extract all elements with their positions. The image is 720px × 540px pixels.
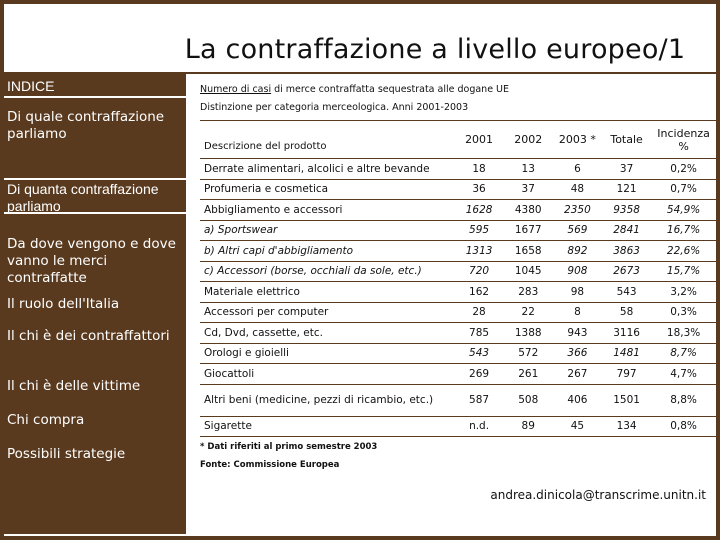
subtitle-link[interactable]: Numero di casi	[200, 84, 272, 95]
table-cell-value: 0,3%	[651, 302, 716, 323]
table-cell-value: 58	[602, 302, 651, 323]
table-cell-value: 283	[504, 282, 553, 303]
table-cell-value: 28	[454, 302, 503, 323]
table-cell-description: c) Accessori (borse, occhiali da sole, etc.)	[200, 261, 454, 282]
table-cell-value: 797	[602, 364, 651, 385]
table-cell-description: Accessori per computer	[200, 302, 454, 323]
table-cell-value: 3863	[602, 241, 651, 262]
table-subtitle	[200, 84, 509, 95]
table-cell-value: 134	[602, 416, 651, 437]
table-cell-value: 6	[553, 159, 602, 180]
subtitle-rest: di merce contraffatta sequestrata alle dogane UE	[271, 84, 510, 95]
table-cell-description: Derrate alimentari, alcolici e altre bevande	[200, 159, 454, 180]
table-row	[200, 220, 716, 241]
footnote-2003: * Dati riferiti al primo semestre 2003	[200, 442, 378, 452]
table-cell-description: Sigarette	[200, 416, 454, 437]
table-cell-value: 18	[454, 159, 503, 180]
table-cell-value: 2841	[602, 220, 651, 241]
slide-title: La contraffazione a livello europeo/1	[184, 34, 686, 65]
table-cell-description: b) Altri capi d'abbigliamento	[200, 241, 454, 262]
table-row	[200, 200, 716, 221]
table-cell-value: 98	[553, 282, 602, 303]
table-cell-description: Profumeria e cosmetica	[200, 179, 454, 200]
col-header-totale: Totale	[602, 121, 651, 159]
table-row	[200, 261, 716, 282]
table-cell-description: Giocattoli	[200, 364, 454, 385]
table-cell-description: Orologi e gioielli	[200, 343, 454, 364]
table-cell-value: 508	[504, 384, 553, 416]
table-cell-value: 0,8%	[651, 416, 716, 437]
table-cell-value: 267	[553, 364, 602, 385]
table-cell-value: 785	[454, 323, 503, 344]
table-row	[200, 282, 716, 303]
table-cell-value: 45	[553, 416, 602, 437]
table-cell-value: 0,2%	[651, 159, 716, 180]
sidebar-nav	[4, 74, 186, 536]
table-cell-value: 22,6%	[651, 241, 716, 262]
table-cell-value: 1313	[454, 241, 503, 262]
table-cell-value: 595	[454, 220, 503, 241]
sidebar-item-di-quanta[interactable]: Di quanta contraffazione parliamo	[7, 181, 159, 214]
table-row	[200, 302, 716, 323]
sidebar-item-indice[interactable]: INDICE	[7, 78, 55, 94]
table-cell-value: 13	[504, 159, 553, 180]
table-cell-value: 261	[504, 364, 553, 385]
sidebar-item-chi-compra[interactable]: Chi compra	[7, 412, 85, 428]
table-cell-value: 366	[553, 343, 602, 364]
table-cell-value: 720	[454, 261, 503, 282]
table-cell-value: 572	[504, 343, 553, 364]
table-cell-value: 1658	[504, 241, 553, 262]
table-row	[200, 416, 716, 437]
table-cell-value: 892	[553, 241, 602, 262]
table-cell-value: 22	[504, 302, 553, 323]
table-cell-description: a) Sportswear	[200, 220, 454, 241]
table-cell-value: 16,7%	[651, 220, 716, 241]
table-row	[200, 159, 716, 180]
table-cell-value: 4380	[504, 200, 553, 221]
contact-email[interactable]: andrea.dinicola@transcrime.unitn.it	[490, 488, 706, 502]
table-cell-value: 37	[602, 159, 651, 180]
table-cell-value: 15,7%	[651, 261, 716, 282]
table-cell-value: 406	[553, 384, 602, 416]
table-cell-value: 1628	[454, 200, 503, 221]
table-cell-value: 943	[553, 323, 602, 344]
col-header-incidenza: Incidenza %	[651, 121, 716, 159]
table-cell-value: 8,8%	[651, 384, 716, 416]
table-cell-value: 0,7%	[651, 179, 716, 200]
table-cell-description: Materiale elettrico	[200, 282, 454, 303]
table-cell-value: 9358	[602, 200, 651, 221]
table-cell-value: 2350	[553, 200, 602, 221]
table-cell-value: 1677	[504, 220, 553, 241]
sidebar-item-ruolo-italia[interactable]: Il ruolo dell'Italia	[7, 296, 120, 312]
table-cell-value: 3116	[602, 323, 651, 344]
table-cell-value: 569	[553, 220, 602, 241]
table-cell-value: 8	[553, 302, 602, 323]
table-cell-description: Cd, Dvd, cassette, etc.	[200, 323, 454, 344]
table-cell-value: 54,9%	[651, 200, 716, 221]
table-cell-description: Abbigliamento e accessori	[200, 200, 454, 221]
table-cell-value: 2673	[602, 261, 651, 282]
table-cell-value: 1388	[504, 323, 553, 344]
table-cell-value: 48	[553, 179, 602, 200]
table-row	[200, 343, 716, 364]
table-cell-value: 1481	[602, 343, 651, 364]
table-row	[200, 323, 716, 344]
sidebar-item-vittime[interactable]: Il chi è delle vittime	[7, 378, 141, 394]
table-cell-value: 543	[602, 282, 651, 303]
table-cell-value: 36	[454, 179, 503, 200]
source-note: Fonte: Commissione Europea	[200, 460, 340, 470]
table-cell-value: 269	[454, 364, 503, 385]
table-row	[200, 241, 716, 262]
sidebar-item-da-dove[interactable]: Da dove vengono e dove vanno le merci contraffatte	[7, 236, 176, 286]
col-header-description: Descrizione del prodotto	[200, 121, 454, 159]
col-header-2003: 2003 *	[553, 121, 602, 159]
sidebar-bottom-divider	[4, 534, 186, 536]
col-header-2002: 2002	[504, 121, 553, 159]
table-row	[200, 179, 716, 200]
sidebar-item-strategie[interactable]: Possibili strategie	[7, 446, 126, 462]
table-body	[200, 159, 716, 437]
table-cell-value: n.d.	[454, 416, 503, 437]
table-cell-value: 162	[454, 282, 503, 303]
table-cell-value: 543	[454, 343, 503, 364]
table-cell-value: 4,7%	[651, 364, 716, 385]
sidebar-item-contraffattori[interactable]: Il chi è dei contraffattori	[7, 328, 170, 344]
table-cell-value: 121	[602, 179, 651, 200]
table-cell-value: 908	[553, 261, 602, 282]
table-cell-value: 37	[504, 179, 553, 200]
table-cell-value: 1501	[602, 384, 651, 416]
table-cell-description: Altri beni (medicine, pezzi di ricambio, etc.)	[200, 384, 454, 416]
table-cell-value: 587	[454, 384, 503, 416]
table-row	[200, 364, 716, 385]
table-cell-value: 18,3%	[651, 323, 716, 344]
table-row	[200, 384, 716, 416]
col-header-2001: 2001	[454, 121, 503, 159]
slide	[4, 4, 716, 536]
counterfeit-table	[200, 120, 716, 437]
table-subtitle-2: Distinzione per categoria merceologica. Anni 2001-2003	[200, 102, 469, 113]
table-cell-value: 89	[504, 416, 553, 437]
table-cell-value: 8,7%	[651, 343, 716, 364]
sidebar-item-di-quale[interactable]: Di quale contraffazione parliamo	[7, 109, 165, 142]
table-cell-value: 1045	[504, 261, 553, 282]
table-cell-value: 3,2%	[651, 282, 716, 303]
